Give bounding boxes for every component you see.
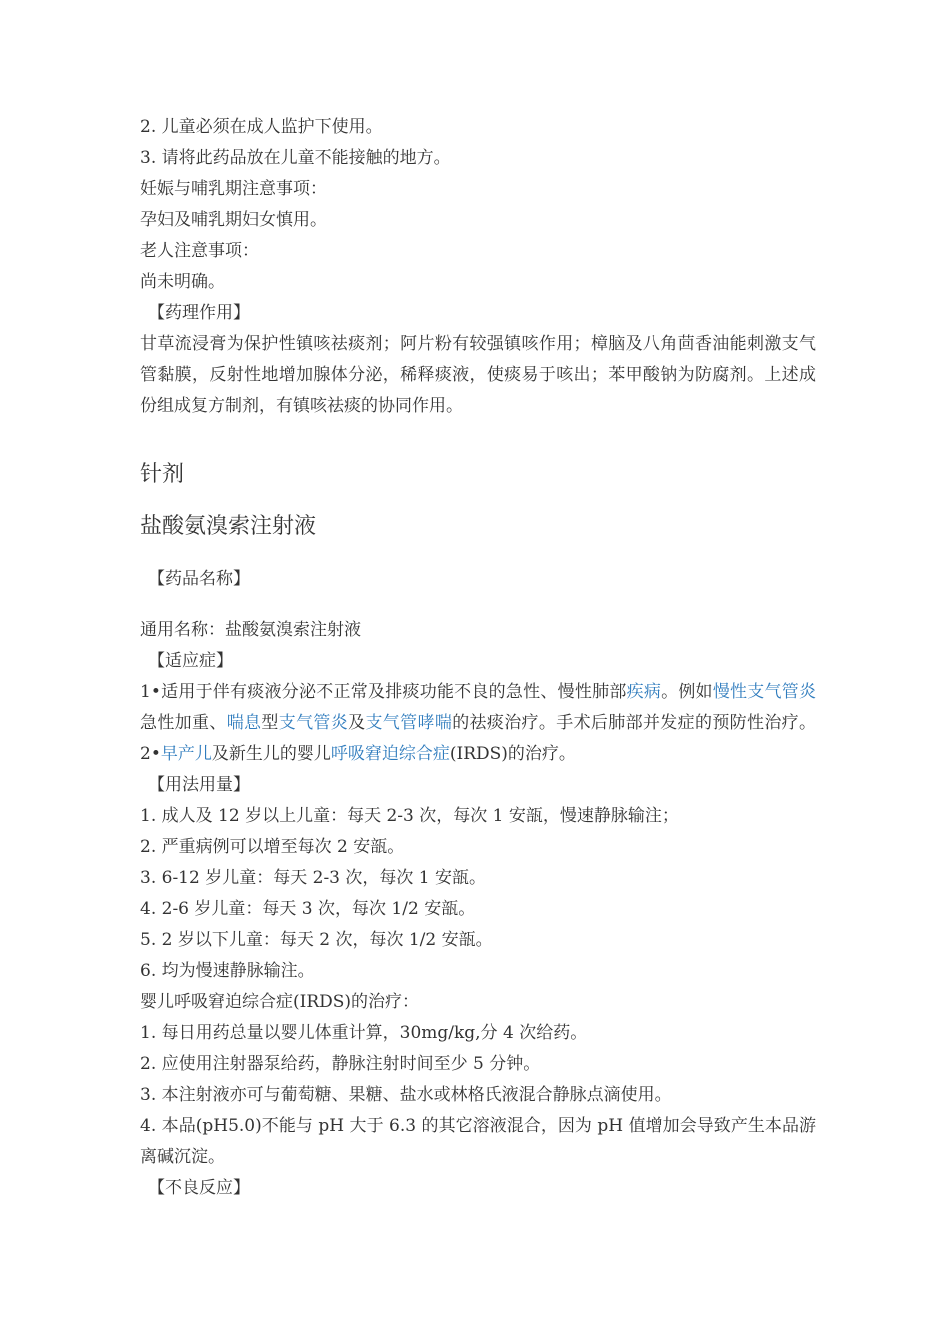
text-line: 老人注意事项：: [140, 241, 259, 261]
respiratory-distress-link[interactable]: 呼吸窘迫综合症: [330, 744, 450, 764]
dosage-paragraph: 4. 本品(pH5.0)不能与 pH 大于 6.3 的其它溶液混合，因为 pH 值增加会导致产生本品游离碱沉淀。: [140, 1116, 816, 1167]
text-line: 孕妇及哺乳期妇女慎用。: [140, 210, 327, 230]
spacer: [140, 422, 816, 460]
dosage-line: 1. 每日用药总量以婴儿体重计算，30mg/kg,分 4 次给药。: [140, 1023, 588, 1043]
dosage-line: 2. 严重病例可以增至每次 2 安瓿。: [140, 837, 405, 857]
generic-name: 通用名称：盐酸氨溴索注射液: [140, 620, 361, 640]
dosage-line: 婴儿呼吸窘迫综合症(IRDS)的治疗：: [140, 992, 420, 1012]
text-line: 3. 请将此药品放在儿童不能接触的地方。: [140, 148, 451, 168]
text-segment: 型: [261, 713, 279, 733]
text-segment: 及: [348, 713, 366, 733]
text-segment: 及新生儿的婴儿: [211, 744, 331, 764]
disease-link[interactable]: 疾病: [626, 682, 662, 702]
bronchitis-link[interactable]: 支气管炎: [278, 713, 349, 733]
text-segment: 1•适用于伴有痰液分泌不正常及排痰功能不良的急性、慢性肺部: [140, 682, 627, 702]
text-segment: (IRDS)的治疗。: [449, 744, 576, 764]
text-line: 2. 儿童必须在成人监护下使用。: [140, 117, 383, 137]
spacer: [140, 542, 816, 564]
dosage-line: 4. 2-6 岁儿童：每天 3 次，每次 1/2 安瓿。: [140, 899, 476, 919]
text-segment: 。例如: [661, 682, 713, 702]
indications-paragraph: [140, 677, 816, 770]
text-segment: 急性加重、: [140, 713, 227, 733]
document-page: [140, 112, 816, 1204]
dosage-line: 2. 应使用注射器泵给药，静脉注射时间至少 5 分钟。: [140, 1054, 541, 1074]
asthma-link[interactable]: 支气管哮喘: [365, 713, 453, 733]
spacer: [140, 490, 816, 512]
drug-title: 盐酸氨溴索注射液: [140, 514, 317, 539]
dosage-line: 5. 2 岁以下儿童：每天 2 次，每次 1/2 安瓿。: [140, 930, 493, 950]
dosage-heading: 【用法用量】: [148, 775, 250, 795]
dosage-line: 1. 成人及 12 岁以上儿童：每天 2-3 次，每次 1 安瓿，慢速静脉输注；: [140, 806, 679, 826]
drug-name-heading: 【药品名称】: [148, 569, 250, 589]
wheezing-link[interactable]: 喘息: [226, 713, 262, 733]
category-title: 针剂: [140, 462, 185, 487]
dosage-line: 6. 均为慢速静脉输注。: [140, 961, 315, 981]
adverse-reactions-heading: 【不良反应】: [148, 1178, 250, 1198]
spacer: [140, 595, 816, 615]
text-segment: 的祛痰治疗。手术后肺部并发症的预防性治疗。2•: [140, 713, 817, 764]
dosage-line: 3. 6-12 岁儿童：每天 2-3 次，每次 1 安瓿。: [140, 868, 487, 888]
premature-infant-link[interactable]: 早产儿: [160, 744, 212, 764]
text-line: 尚未明确。: [140, 272, 225, 292]
pharmacology-heading: 【药理作用】: [148, 303, 250, 323]
pharmacology-paragraph: 甘草流浸膏为保护性镇咳祛痰剂；阿片粉有较强镇咳作用；樟脑及八角茴香油能刺激支气管黏膜，反射性地增加腺体分泌，稀释痰液，使痰易于咳出；苯甲酸钠为防腐剂。上述成份组成复方制剂，有镇咳祛痰的协同作用。: [140, 334, 816, 416]
indications-heading: 【适应症】: [148, 651, 233, 671]
text-line: 妊娠与哺乳期注意事项：: [140, 179, 327, 199]
dosage-line: 3. 本注射液亦可与葡萄糖、果糖、盐水或林格氏液混合静脉点滴使用。: [140, 1085, 672, 1105]
chronic-bronchitis-link[interactable]: 慢性支气管炎: [712, 682, 817, 702]
